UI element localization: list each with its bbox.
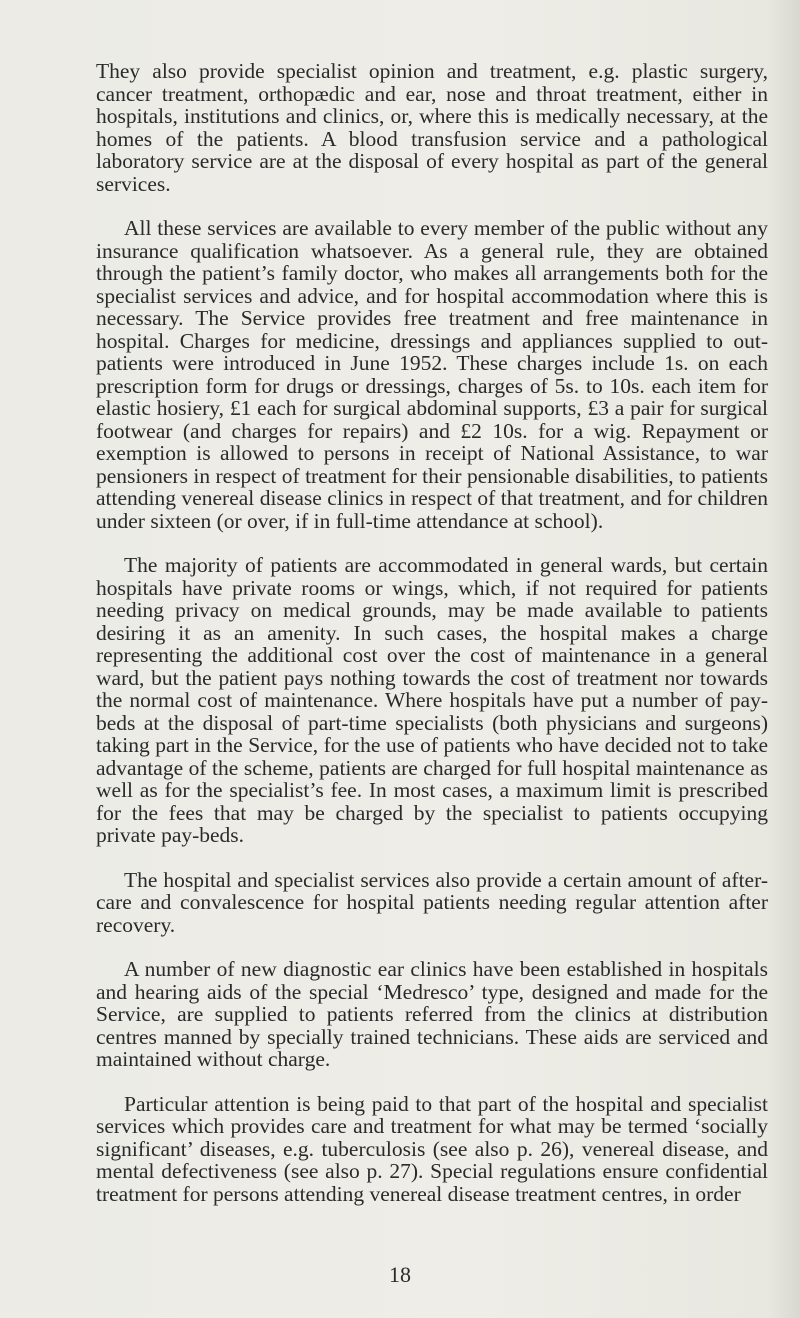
page-number: 18 <box>389 1262 411 1287</box>
paragraph-5: A number of new diagnostic ear clinics have been established in hospitals and hearing aids of the special ‘Medresco’ type, designed and made for the Service, are supplied to patients referred from the clinics at distribution centres manned by specially trained technicians. These aids are serviced and maintained without charge. <box>96 957 768 1071</box>
paragraph-4: The hospital and specialist services also provide a certain amount of after-care and convalescence for hospital patients needing regular attention after recovery. <box>96 867 768 937</box>
paragraph-1: They also provide specialist opinion and treatment, e.g. plastic surgery, cancer treatment, orthopædic and ear, nose and throat treatment, either in hospitals, institutions and clinics, or, where this is medically necessary, at the homes of the patients. A blood transfusion service and a pathological laboratory service are at the disposal of every hospital as part of the general services. <box>96 59 768 196</box>
paragraph-2: All these services are available to every member of the public without any insurance qualification whatsoever. As a general rule, they are obtained through the patient’s family doctor, who makes all arrangements both for the specialist services and advice, and for hospital accommodation where this is necessary. The Service provides free treatment and free maintenance in hospital. Charges for medicine, dressings and appliances supplied to out-patients were introduced in June 1952. These charges include 1s. on each prescription form for drugs or dressings, charges of 5s. to 10s. each item for elastic hosiery, £1 each for surgical abdominal supports, £3 a pair for surgical footwear (and charges for repairs) and £2 10s. for a wig. Repayment or exemption is allowed to persons in receipt of National Assistance, to war pensioners in respect of treatment for their pensionable disabilities, to patients attending venereal disease clinics in respect of that treatment, and for children under sixteen (or over, if in full-time attendance at school). <box>96 216 768 533</box>
body-text <box>96 60 768 1227</box>
paragraph-3: The majority of patients are accommodated in general wards, but certain hospitals have private rooms or wings, which, if not required for patients needing privacy on medical grounds, may be made available to patients desiring it as an amenity. In such cases, the hospital makes a charge representing the additional cost over the cost of maintenance in a general ward, but the patient pays nothing towards the cost of treatment nor towards the normal cost of maintenance. Where hospitals have put a number of pay-beds at the disposal of part-time specialists (both physicians and surgeons) taking part in the Service, for the use of patients who have decided not to take advantage of the scheme, patients are charged for full hospital maintenance as well as for the specialist’s fee. In most cases, a maximum limit is prescribed for the fees that may be charged by the specialist to patients occupying private pay-beds. <box>96 553 768 847</box>
paragraph-6: Particular attention is being paid to that part of the hospital and specialist services which provides care and treatment for what may be termed ‘socially significant’ diseases, e.g. tuberculosis (see also p. 26), venereal disease, and mental defectiveness (see also p. 27). Special regulations ensure confidential treatment for persons attending venereal disease treatment centres, in order <box>96 1091 768 1206</box>
